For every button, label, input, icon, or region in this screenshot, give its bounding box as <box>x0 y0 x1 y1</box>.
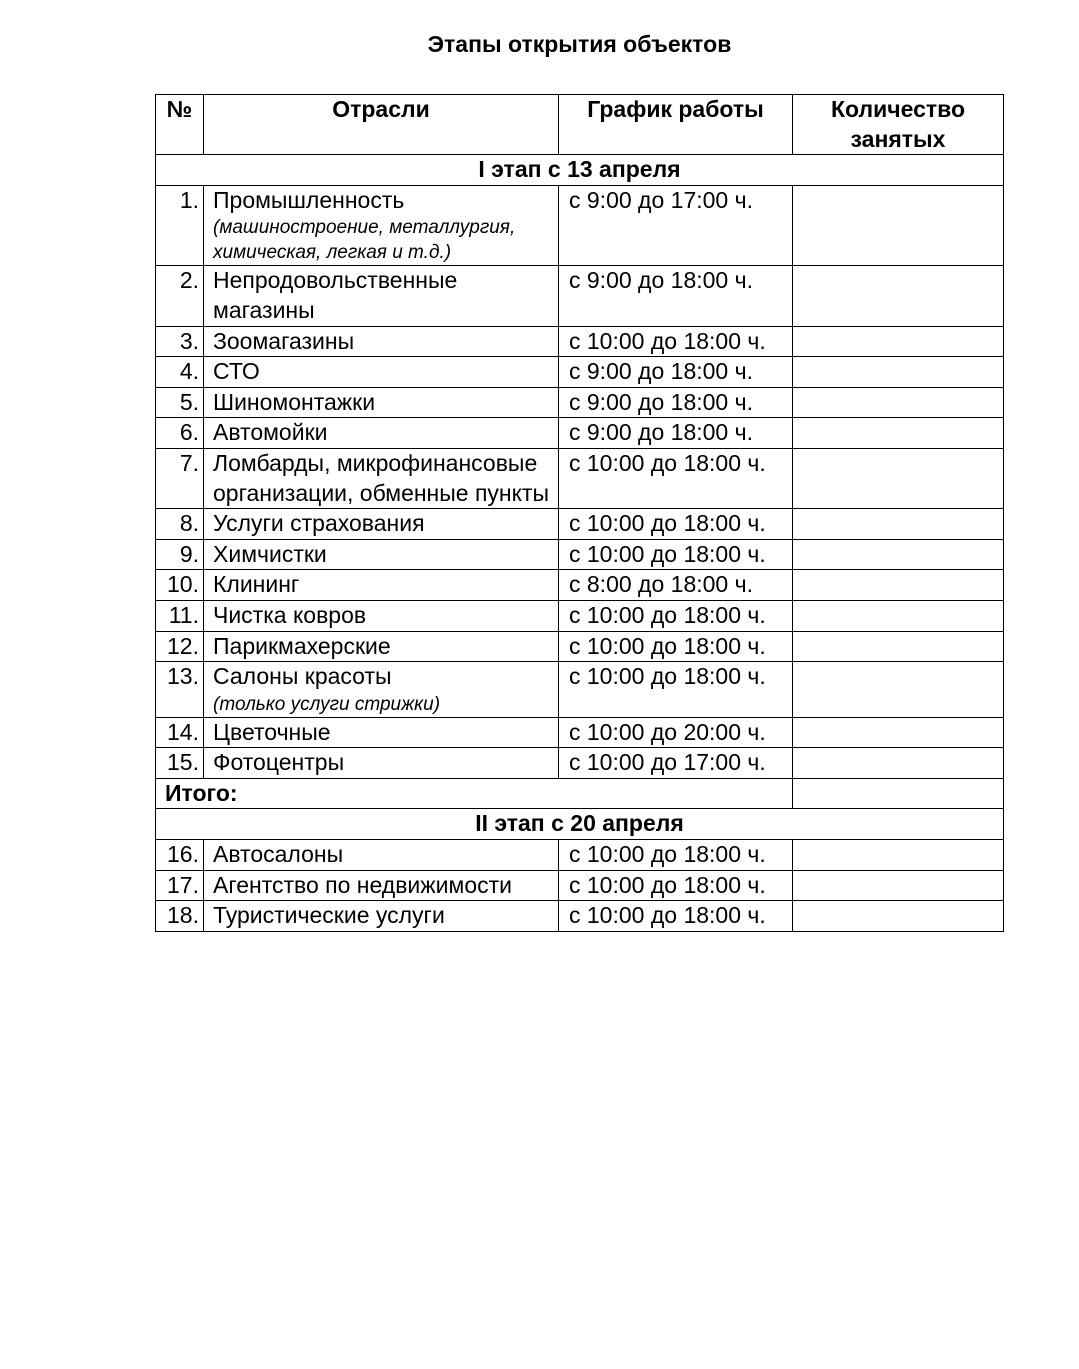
row-number: 3. <box>156 326 204 357</box>
sector-cell <box>204 717 559 748</box>
employee-count-cell <box>793 901 1004 932</box>
header-schedule: График работы <box>559 95 793 155</box>
sector-cell <box>204 539 559 570</box>
table-header-row <box>156 95 1004 155</box>
table-row <box>156 748 1004 779</box>
sector-name: СТО <box>213 358 260 385</box>
stage-row <box>156 155 1004 186</box>
sector-name: Автомойки <box>213 419 328 446</box>
work-schedule: с 10:00 до 20:00 ч. <box>559 717 793 748</box>
table-row <box>156 717 1004 748</box>
table-row <box>156 901 1004 932</box>
sector-cell <box>204 748 559 779</box>
table-row <box>156 266 1004 326</box>
sector-cell <box>204 570 559 601</box>
row-number: 7. <box>156 448 204 508</box>
table-row <box>156 448 1004 508</box>
total-row <box>156 778 1004 809</box>
sector-name: Агентство по недвижимости <box>213 871 512 898</box>
work-schedule: с 10:00 до 18:00 ч. <box>559 326 793 357</box>
sector-name: Туристические услуги <box>213 902 445 929</box>
work-schedule: с 9:00 до 17:00 ч. <box>559 185 793 266</box>
sector-cell <box>204 840 559 871</box>
sector-cell <box>204 266 559 326</box>
row-number: 18. <box>156 901 204 932</box>
sector-cell <box>204 600 559 631</box>
table-row <box>156 870 1004 901</box>
sector-cell <box>204 357 559 388</box>
sector-cell <box>204 418 559 449</box>
table-row <box>156 840 1004 871</box>
row-number: 15. <box>156 748 204 779</box>
work-schedule: с 10:00 до 18:00 ч. <box>559 840 793 871</box>
row-number: 17. <box>156 870 204 901</box>
stage-1-label: I этап с 13 апреля <box>156 155 1004 186</box>
employee-count-cell <box>793 870 1004 901</box>
row-number: 8. <box>156 509 204 540</box>
row-number: 10. <box>156 570 204 601</box>
sector-note: (только услуги стрижки) <box>213 693 441 715</box>
total-label: Итого: <box>156 778 793 809</box>
work-schedule: с 10:00 до 17:00 ч. <box>559 748 793 779</box>
sector-name: Клининг <box>213 571 300 598</box>
table-row <box>156 326 1004 357</box>
work-schedule: с 10:00 до 18:00 ч. <box>559 662 793 718</box>
table-row <box>156 509 1004 540</box>
sector-name: Автосалоны <box>213 841 344 868</box>
work-schedule: с 9:00 до 18:00 ч. <box>559 387 793 418</box>
table-row <box>156 631 1004 662</box>
row-number: 13. <box>156 662 204 718</box>
table-row <box>156 539 1004 570</box>
sector-cell <box>204 387 559 418</box>
work-schedule: с 9:00 до 18:00 ч. <box>559 357 793 388</box>
sector-name: Цветочные <box>213 718 331 745</box>
employee-count-cell <box>793 539 1004 570</box>
table-row <box>156 387 1004 418</box>
sector-cell <box>204 870 559 901</box>
document-title: Этапы открытия объектов <box>427 31 732 57</box>
work-schedule: с 10:00 до 18:00 ч. <box>559 509 793 540</box>
work-schedule: с 8:00 до 18:00 ч. <box>559 570 793 601</box>
work-schedule: с 10:00 до 18:00 ч. <box>559 631 793 662</box>
employee-count-cell <box>793 717 1004 748</box>
work-schedule: с 10:00 до 18:00 ч. <box>559 600 793 631</box>
sector-name: Фотоцентры <box>213 749 345 776</box>
sector-cell <box>204 631 559 662</box>
sector-name: Парикмахерские <box>213 632 391 659</box>
employee-count-cell <box>793 600 1004 631</box>
work-schedule: с 10:00 до 18:00 ч. <box>559 870 793 901</box>
work-schedule: с 9:00 до 18:00 ч. <box>559 266 793 326</box>
employee-count-cell <box>793 840 1004 871</box>
opening-stages-table <box>155 94 1004 932</box>
employee-count-cell <box>793 509 1004 540</box>
sector-cell <box>204 185 559 266</box>
employee-count-cell <box>793 387 1004 418</box>
sector-name: Салоны красоты <box>213 663 392 690</box>
row-number: 16. <box>156 840 204 871</box>
header-employee-count: Количество занятых <box>793 95 1004 155</box>
employee-count-cell <box>793 185 1004 266</box>
sector-cell <box>204 509 559 540</box>
row-number: 12. <box>156 631 204 662</box>
table-row <box>156 600 1004 631</box>
employee-count-cell <box>793 266 1004 326</box>
sector-name: Шиномонтажки <box>213 388 376 415</box>
employee-count-cell <box>793 357 1004 388</box>
row-number: 11. <box>156 600 204 631</box>
row-number: 5. <box>156 387 204 418</box>
sector-note: (машиностроение, металлургия, химическая, легкая и т.д.) <box>213 217 516 264</box>
row-number: 14. <box>156 717 204 748</box>
header-number: № <box>156 95 204 155</box>
table-row <box>156 185 1004 266</box>
employee-count-cell <box>793 631 1004 662</box>
row-number: 6. <box>156 418 204 449</box>
sector-cell <box>204 326 559 357</box>
employee-count-cell <box>793 448 1004 508</box>
sector-name: Промышленность <box>213 186 405 213</box>
employee-count-cell <box>793 418 1004 449</box>
work-schedule: с 10:00 до 18:00 ч. <box>559 448 793 508</box>
sector-name: Услуги страхования <box>213 510 425 537</box>
employee-count-cell <box>793 748 1004 779</box>
work-schedule: с 9:00 до 18:00 ч. <box>559 418 793 449</box>
row-number: 1. <box>156 185 204 266</box>
sector-cell <box>204 901 559 932</box>
table-row <box>156 418 1004 449</box>
table-row <box>156 357 1004 388</box>
stage-2-label: II этап с 20 апреля <box>156 809 1004 840</box>
stage-row <box>156 809 1004 840</box>
table-row <box>156 662 1004 718</box>
table-row <box>156 570 1004 601</box>
employee-count-cell <box>793 662 1004 718</box>
row-number: 2. <box>156 266 204 326</box>
employee-count-cell <box>793 326 1004 357</box>
work-schedule: с 10:00 до 18:00 ч. <box>559 901 793 932</box>
sector-name: Непродовольственные магазины <box>213 267 458 323</box>
sector-name: Химчистки <box>213 540 327 567</box>
sector-cell <box>204 662 559 718</box>
header-sector: Отрасли <box>204 95 559 155</box>
sector-name: Чистка ковров <box>213 601 367 628</box>
sector-name: Зоомагазины <box>213 327 355 354</box>
total-value <box>793 778 1004 809</box>
row-number: 4. <box>156 357 204 388</box>
sector-name: Ломбарды, микрофинансовые организации, обменные пункты <box>213 449 550 506</box>
employee-count-cell <box>793 570 1004 601</box>
row-number: 9. <box>156 539 204 570</box>
sector-cell <box>204 448 559 508</box>
work-schedule: с 10:00 до 18:00 ч. <box>559 539 793 570</box>
